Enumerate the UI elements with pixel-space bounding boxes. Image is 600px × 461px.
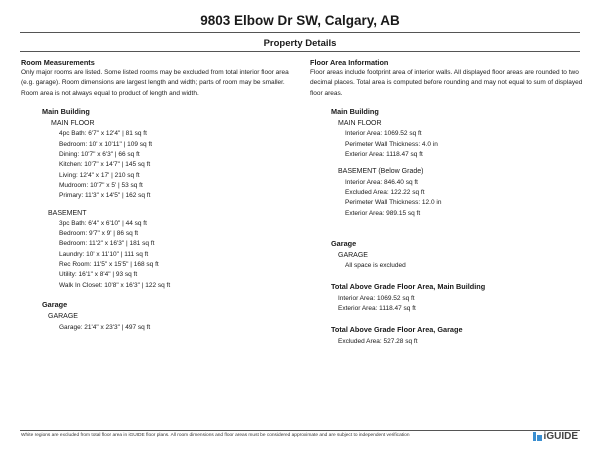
page-title: 9803 Elbow Dr SW, Calgary, AB bbox=[200, 13, 400, 28]
area-line: Exterior Area: 1118.47 sq ft bbox=[338, 305, 416, 313]
room-row: Bedroom: 10' x 10'11" | 109 sq ft bbox=[59, 140, 153, 148]
area-line: Exterior Area: 989.15 sq ft bbox=[345, 209, 421, 217]
area-line: Perimeter Wall Thickness: 12.0 in bbox=[345, 199, 442, 207]
room-row: 3pc Bath: 6'4" x 6'10" | 44 sq ft bbox=[59, 219, 147, 227]
room-row: Bedroom: 11'2" x 16'3" | 181 sq ft bbox=[59, 240, 155, 248]
area-line: Perimeter Wall Thickness: 4.0 in bbox=[345, 140, 438, 148]
room-row: Mudroom: 10'7" x 5' | 53 sq ft bbox=[59, 181, 143, 189]
main-floor-room-list bbox=[21, 129, 296, 201]
area-line: Interior Area: 1069.52 sq ft bbox=[338, 295, 415, 303]
footer-disclaimer: White regions are excluded from total floor area in iGUIDE floor plans. All room dimensions and floor areas must be considered approximate and are subject to independent verification bbox=[21, 433, 410, 438]
floor-label: GARAGE bbox=[48, 313, 78, 321]
room-row: Dining: 10'7" x 6'3" | 66 sq ft bbox=[59, 151, 140, 159]
floor-area-note: Floor areas include footprint area of interior walls. All displayed floor areas are rounded to two decimal places. Total area is computed before rounding and may not equal to sum of displayed floor areas. bbox=[310, 69, 583, 97]
room-row: Living: 12'4" x 17' | 210 sq ft bbox=[59, 171, 140, 179]
total-main-building-label: Total Above Grade Floor Area, Main Building bbox=[331, 281, 486, 291]
room-row: 4pc Bath: 6'7" x 12'4" | 81 sq ft bbox=[59, 130, 147, 138]
floor-label: MAIN FLOOR bbox=[338, 120, 382, 128]
section-title: Property Details bbox=[263, 38, 337, 49]
floor-area-heading: Floor Area Information bbox=[310, 58, 389, 67]
area-line: Excluded Area: 122.22 sq ft bbox=[345, 188, 425, 196]
footer-divider bbox=[20, 430, 580, 431]
floor-label: GARAGE bbox=[338, 252, 368, 260]
area-line: Interior Area: 1069.52 sq ft bbox=[345, 130, 422, 138]
room-row: Walk In Closet: 10'8" x 16'3" | 122 sq ft bbox=[59, 281, 171, 289]
room-row: Garage: 21'4" x 23'3" | 497 sq ft bbox=[59, 323, 151, 331]
room-measurements-heading: Room Measurements bbox=[21, 58, 95, 67]
room-row: Primary: 11'3" x 14'5" | 162 sq ft bbox=[59, 192, 151, 200]
room-row: Rec Room: 11'5" x 15'5" | 168 sq ft bbox=[59, 261, 159, 269]
section-divider bbox=[20, 51, 580, 52]
room-row: Kitchen: 10'7" x 14'7" | 145 sq ft bbox=[59, 161, 151, 169]
building-label: Main Building bbox=[42, 106, 90, 116]
room-row: Bedroom: 9'7" x 9' | 86 sq ft bbox=[59, 230, 139, 238]
floor-label: MAIN FLOOR bbox=[51, 120, 95, 128]
area-line: Excluded Area: 527.28 sq ft bbox=[338, 337, 418, 345]
title-divider bbox=[20, 32, 580, 33]
floor-label: BASEMENT bbox=[48, 209, 87, 217]
iguide-logo-icon bbox=[533, 432, 542, 441]
building-label: Garage bbox=[42, 299, 68, 309]
room-measurements-note: Only major rooms are listed. Some listed rooms may be excluded from total interior floor area (e.g. garage). Room dimensions are largest length and width; parts of room may be smaller. Room area is not always equal to product of length and width. bbox=[21, 69, 289, 97]
building-label: Garage bbox=[331, 238, 357, 248]
floor-area-column bbox=[310, 58, 585, 347]
room-row: Laundry: 10' x 11'10" | 111 sq ft bbox=[59, 250, 149, 258]
area-line: All space is excluded bbox=[345, 262, 406, 270]
total-garage-label: Total Above Grade Floor Area, Garage bbox=[331, 324, 463, 334]
area-line: Exterior Area: 1118.47 sq ft bbox=[345, 151, 423, 159]
floor-label: BASEMENT (Below Grade) bbox=[338, 168, 424, 176]
room-measurements-column bbox=[21, 58, 296, 333]
area-line: Interior Area: 846.40 sq ft bbox=[345, 178, 418, 186]
basement-room-list bbox=[21, 219, 296, 291]
iguide-logo bbox=[533, 431, 578, 442]
room-row: Utility: 16'1" x 8'4" | 93 sq ft bbox=[59, 271, 138, 279]
brand-name: iGUIDE bbox=[543, 431, 578, 442]
building-label: Main Building bbox=[331, 106, 379, 116]
